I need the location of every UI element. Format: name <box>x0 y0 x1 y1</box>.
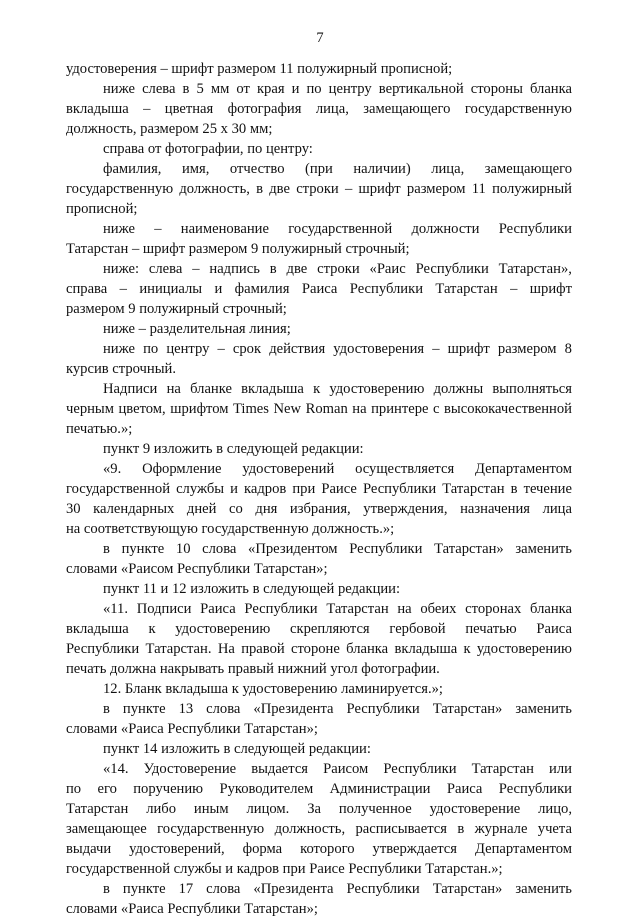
word: по <box>66 781 82 797</box>
word: учета <box>537 821 572 837</box>
word: пункте <box>122 701 166 717</box>
word: в <box>510 481 518 497</box>
word: замещающего <box>363 101 451 117</box>
text-line <box>66 399 572 419</box>
word: Татарстан. <box>145 641 212 657</box>
word: размером <box>406 181 466 197</box>
word: действия <box>269 341 326 357</box>
text-line: словами «Раиса Республики Татарстан»; <box>66 901 318 917</box>
word: в <box>103 541 110 557</box>
word: справа <box>66 281 108 297</box>
word: «Раис <box>369 261 406 277</box>
word: 5 <box>196 81 204 97</box>
word: фамилия, <box>103 161 162 177</box>
word: Раиса <box>536 621 572 637</box>
word: строки <box>317 261 360 277</box>
word: утверждается <box>372 841 457 857</box>
word: Республики <box>349 281 424 297</box>
word: или <box>549 761 572 777</box>
word: дня <box>255 501 278 517</box>
word: заменить <box>515 541 572 557</box>
word: Татарстан <box>326 601 389 617</box>
text-line <box>66 99 572 119</box>
word: по <box>143 341 159 357</box>
word: Республики <box>346 701 420 717</box>
word: 10 <box>175 541 191 557</box>
text-line <box>66 179 572 199</box>
word: бланке <box>190 381 232 397</box>
text-line: Татарстан – шрифт размером 9 полужирный строчный; <box>66 241 410 257</box>
text-line: прописной; <box>66 201 138 217</box>
word: Раиса <box>446 781 483 797</box>
word: Республики <box>346 881 420 897</box>
word: службы <box>176 481 225 497</box>
word: пункте <box>121 541 165 557</box>
word: срок <box>232 341 262 357</box>
text-line <box>66 819 572 839</box>
word: удостоверений <box>242 461 335 477</box>
text-line: 12. Бланк вкладыша к удостоверению ламинируется.»; <box>103 681 443 697</box>
word: – <box>119 281 127 297</box>
word: дней <box>186 501 217 517</box>
word: удостоверений, <box>129 841 225 857</box>
word: пункте <box>122 881 166 897</box>
word: утверждения, <box>363 501 448 517</box>
word: государственную <box>157 821 265 837</box>
word: должны <box>433 381 484 397</box>
text-line: словами «Раиса Республики Татарстан»; <box>66 721 318 737</box>
word: в <box>457 821 465 837</box>
word: Татарстан», <box>498 261 572 277</box>
word: края <box>256 81 285 97</box>
word: государственную <box>66 181 174 197</box>
word: ниже <box>103 221 135 237</box>
word: 17 <box>178 881 194 897</box>
word: Республики <box>415 261 489 277</box>
word: Татарстан» <box>434 541 504 557</box>
word: Roman <box>305 401 348 417</box>
word: Департаментом <box>474 841 572 857</box>
text-line <box>103 879 572 899</box>
word: лица <box>542 501 572 517</box>
text-line <box>103 699 572 719</box>
text-line <box>103 159 572 179</box>
text-line: государственной службы и кадров при Раисе Республики Татарстан.»; <box>66 861 503 877</box>
text-line: печать должна накрывать правый нижний угол фотографии. <box>66 661 440 677</box>
word: избрания, <box>289 501 351 517</box>
word: слова <box>206 881 241 897</box>
text-line <box>66 839 572 859</box>
word: заменить <box>515 881 572 897</box>
word: – <box>143 101 151 117</box>
word: слова <box>206 701 241 717</box>
word: Татарстан <box>66 801 129 817</box>
text-line <box>103 339 572 359</box>
word: ниже <box>103 81 135 97</box>
word: в <box>103 881 110 897</box>
word: календарных <box>93 501 175 517</box>
word: – <box>510 281 518 297</box>
word: вкладыша <box>241 381 304 397</box>
word: принтере <box>371 401 429 417</box>
word: 11 <box>471 181 486 197</box>
word: осуществляется <box>355 461 455 477</box>
text-line <box>103 219 572 239</box>
word: Удостоверение <box>143 761 237 777</box>
text-line <box>103 599 572 619</box>
word: черным <box>66 401 114 417</box>
word: Татарстан <box>435 281 498 297</box>
text-line <box>103 379 572 399</box>
word: высококачественной <box>444 401 572 417</box>
word: надпись <box>209 261 260 277</box>
word: цветом, <box>118 401 166 417</box>
word: Департаментом <box>474 461 572 477</box>
word: «9. <box>103 461 122 477</box>
word: государственную <box>464 101 572 117</box>
word: вкладыша <box>66 101 129 117</box>
word: 8 <box>564 341 572 357</box>
word: удостоверению <box>175 621 271 637</box>
word: две <box>269 181 290 197</box>
word: замещающее <box>66 821 147 837</box>
word: вертикальной <box>378 81 464 97</box>
word: лица, <box>315 101 349 117</box>
word: Татарстан <box>471 761 534 777</box>
word: мм <box>210 81 230 97</box>
text-line <box>103 259 572 279</box>
word: Раиса <box>200 601 236 617</box>
word: в <box>256 181 264 197</box>
word: Оформление <box>142 461 222 477</box>
text-line: курсив строчный. <box>66 361 176 377</box>
word: – <box>154 221 162 237</box>
word: «Президента <box>253 881 334 897</box>
word: при <box>292 481 316 497</box>
word: стороне <box>291 641 340 657</box>
text-line: должность, размером 25 х 30 мм; <box>66 121 273 137</box>
word: либо <box>146 801 177 817</box>
word: 30 <box>66 501 81 517</box>
word: шрифтом <box>170 401 229 417</box>
text-line: пункт 9 изложить в следующей редакции: <box>103 441 364 457</box>
word: расписывается <box>355 821 447 837</box>
word: государственной <box>288 221 393 237</box>
word: удостоверению <box>476 641 572 657</box>
text-line: словами «Раисом Республики Татарстан»; <box>66 561 328 577</box>
word: с <box>433 401 440 417</box>
word: 13 <box>178 701 194 717</box>
text-line <box>66 639 572 659</box>
word: которого <box>300 841 355 857</box>
word: бланка <box>530 601 572 617</box>
word: Республики <box>498 221 572 237</box>
word: в <box>269 261 277 277</box>
word: Подписи <box>136 601 192 617</box>
text-line: справа от фотографии, по центру: <box>103 141 313 157</box>
word: обеих <box>420 601 457 617</box>
word: в <box>182 81 190 97</box>
text-line: пункт 11 и 12 изложить в следующей редакции: <box>103 581 401 597</box>
word: Татарстан <box>442 481 505 497</box>
page-number: 7 <box>316 30 324 46</box>
word: Раисе <box>321 481 357 497</box>
word: удостоверению <box>329 381 425 397</box>
word: «Президентом <box>248 541 338 557</box>
word: – <box>344 181 353 197</box>
word: на <box>352 401 367 417</box>
word: шрифт <box>358 181 401 197</box>
word: инициалы <box>139 281 203 297</box>
word: На <box>217 641 235 657</box>
word: имя, <box>181 161 210 177</box>
word: Администрации <box>329 781 431 797</box>
word: Татарстан» <box>432 881 503 897</box>
text-line <box>103 539 572 559</box>
word: Республики <box>383 761 457 777</box>
word: выполняться <box>492 381 572 397</box>
word: наличии) <box>353 161 411 177</box>
word: Надписи <box>103 381 158 397</box>
text-line: ниже – разделительная линия; <box>103 321 291 337</box>
word: на <box>397 601 412 617</box>
word: фамилия <box>234 281 290 297</box>
word: от <box>236 81 250 97</box>
word: Татарстан» <box>432 701 503 717</box>
word: на <box>166 381 181 397</box>
word: бланка <box>346 641 389 657</box>
text-line: на соответствующую государственную должность.»; <box>66 521 395 537</box>
word: печатью <box>465 621 517 637</box>
text-line: печатью.»; <box>66 421 133 437</box>
word: наименование <box>180 221 269 237</box>
word: правой <box>241 641 285 657</box>
word: ниже: <box>103 261 140 277</box>
word: вкладыша <box>394 641 458 657</box>
word: «11. <box>103 601 128 617</box>
word: слева <box>148 261 183 277</box>
word: к <box>313 381 321 397</box>
word: скрепляются <box>290 621 370 637</box>
word: к <box>463 641 471 657</box>
word: фотография <box>227 101 302 117</box>
word: Раисом <box>323 761 369 777</box>
word: к <box>148 621 156 637</box>
text-line <box>103 459 572 479</box>
word: «Президента <box>253 701 334 717</box>
word: размером <box>497 341 557 357</box>
word: стороны <box>470 81 523 97</box>
text-line <box>66 499 572 519</box>
text-line: пункт 14 изложить в следующей редакции: <box>103 741 371 757</box>
word: лицом. <box>246 801 290 817</box>
word: должность, <box>274 821 346 837</box>
word: (при <box>305 161 333 177</box>
word: и <box>291 81 300 97</box>
word: Республики <box>66 641 140 657</box>
word: отчество <box>229 161 285 177</box>
word: бланка <box>529 81 572 97</box>
text-line: удостоверения – шрифт размером 11 полужирный прописной; <box>66 61 453 77</box>
word: За <box>307 801 321 817</box>
word: иным <box>193 801 229 817</box>
word: Руководителем <box>219 781 314 797</box>
word: со <box>229 501 243 517</box>
word: Times <box>233 401 269 417</box>
text-line <box>66 779 572 799</box>
word: «14. <box>103 761 129 777</box>
word: слева <box>142 81 176 97</box>
word: удостоверение <box>429 801 521 817</box>
word: Республики <box>349 541 423 557</box>
word: заменить <box>515 701 572 717</box>
word: – <box>432 341 440 357</box>
text-line <box>66 799 572 819</box>
text-line <box>66 479 572 499</box>
word: выдается <box>251 761 309 777</box>
word: назначения <box>460 501 530 517</box>
word: шрифт <box>447 341 490 357</box>
word: государственной <box>66 481 171 497</box>
word: центру <box>328 81 372 97</box>
text-line <box>103 79 572 99</box>
word: строки <box>296 181 339 197</box>
word: вкладыша <box>66 621 129 637</box>
word: поручению <box>133 781 204 797</box>
word: Республики <box>498 781 572 797</box>
word: Республики <box>362 481 437 497</box>
word: и <box>214 281 223 297</box>
word: шрифт <box>529 281 572 297</box>
word: цветная <box>164 101 214 117</box>
text-line: размером 9 полужирный строчный; <box>66 301 287 317</box>
word: две <box>286 261 308 277</box>
text-line <box>103 759 572 779</box>
word: выдачи <box>66 841 112 857</box>
word: его <box>97 781 117 797</box>
word: центру <box>166 341 210 357</box>
word: Раиса <box>301 281 338 297</box>
word: журнале <box>474 821 528 837</box>
word: и <box>230 481 238 497</box>
text-line <box>66 279 572 299</box>
word: течение <box>523 481 572 497</box>
word: должности <box>411 221 480 237</box>
word: удостоверения <box>333 341 425 357</box>
word: замещающего <box>484 161 572 177</box>
word: лица, <box>431 161 465 177</box>
word: лицо, <box>538 801 572 817</box>
word: сторонах <box>465 601 522 617</box>
word: – <box>217 341 225 357</box>
word: – <box>192 261 200 277</box>
word: Республики <box>244 601 318 617</box>
word: ниже <box>103 341 135 357</box>
word: форма <box>242 841 283 857</box>
word: по <box>306 81 322 97</box>
word: полученное <box>338 801 412 817</box>
word: кадров <box>244 481 287 497</box>
word: New <box>273 401 302 417</box>
word: слова <box>202 541 237 557</box>
word: должность, <box>179 181 250 197</box>
word: гербовой <box>389 621 446 637</box>
text-line <box>66 619 572 639</box>
word: в <box>103 701 110 717</box>
word: полужирный <box>492 181 572 197</box>
